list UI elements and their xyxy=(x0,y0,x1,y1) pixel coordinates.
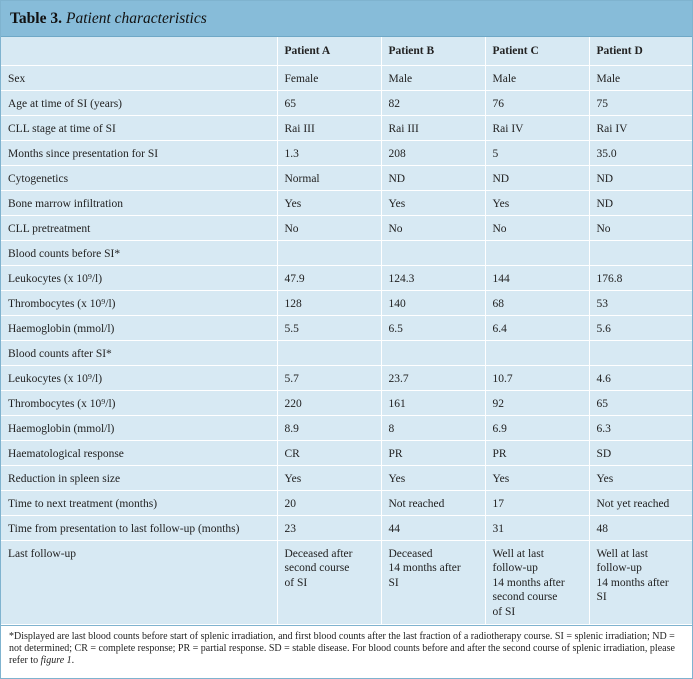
table-cell: 220 xyxy=(277,390,381,415)
table-number: Table 3. xyxy=(10,9,62,27)
table-cell: No xyxy=(381,215,485,240)
table-row xyxy=(1,315,692,340)
table-cell: 68 xyxy=(485,290,589,315)
row-label: Leukocytes (x 10⁹/l) xyxy=(1,265,277,290)
table-cell: 53 xyxy=(589,290,692,315)
table-cell: 4.6 xyxy=(589,365,692,390)
table-cell: 140 xyxy=(381,290,485,315)
table-cell: 82 xyxy=(381,90,485,115)
row-label: Reduction in spleen size xyxy=(1,465,277,490)
table-cell: 75 xyxy=(589,90,692,115)
table-cell: Well at last follow-up 14 months after SI xyxy=(589,540,692,624)
table-cell: 23.7 xyxy=(381,365,485,390)
table-cell: Yes xyxy=(381,190,485,215)
table-cell: 1.3 xyxy=(277,140,381,165)
table-cell: 5.7 xyxy=(277,365,381,390)
table-cell: No xyxy=(485,215,589,240)
table-cell: 44 xyxy=(381,515,485,540)
table-cell: ND xyxy=(589,165,692,190)
row-label: Blood counts after SI* xyxy=(1,340,277,365)
table-cell: 5.5 xyxy=(277,315,381,340)
table-cell: Female xyxy=(277,65,381,90)
table-cell: No xyxy=(589,215,692,240)
table-cell: 65 xyxy=(277,90,381,115)
table-cell: Yes xyxy=(485,190,589,215)
table-cell xyxy=(381,240,485,265)
table-section-row xyxy=(1,240,692,265)
table-row xyxy=(1,290,692,315)
column-header-patient-a: Patient A xyxy=(277,37,381,65)
table-cell: PR xyxy=(485,440,589,465)
table-cell: Deceased 14 months after SI xyxy=(381,540,485,624)
table-cell xyxy=(277,240,381,265)
table-row xyxy=(1,190,692,215)
table-cell: 6.9 xyxy=(485,415,589,440)
table-cell: CR xyxy=(277,440,381,465)
table-cell: Yes xyxy=(589,465,692,490)
table-row xyxy=(1,465,692,490)
table-cell: Deceased after second course of SI xyxy=(277,540,381,624)
table-cell: 5 xyxy=(485,140,589,165)
table-cell: Yes xyxy=(381,465,485,490)
table-cell: PR xyxy=(381,440,485,465)
table-cell: 65 xyxy=(589,390,692,415)
footnote-figure-ref: figure 1 xyxy=(40,654,72,666)
table-cell: 128 xyxy=(277,290,381,315)
table-cell: 31 xyxy=(485,515,589,540)
row-label: Last follow-up xyxy=(1,540,277,624)
table-caption: Patient characteristics xyxy=(65,9,207,27)
table-cell: No xyxy=(277,215,381,240)
patient-characteristics-table xyxy=(1,37,692,625)
table-cell: 176.8 xyxy=(589,265,692,290)
table-cell: 76 xyxy=(485,90,589,115)
table-cell: 6.5 xyxy=(381,315,485,340)
table-cell: 35.0 xyxy=(589,140,692,165)
table-cell: ND xyxy=(589,190,692,215)
table-row xyxy=(1,390,692,415)
row-label: Time to next treatment (months) xyxy=(1,490,277,515)
table-cell: Well at last follow-up 14 months after second course of SI xyxy=(485,540,589,624)
table-cell xyxy=(277,340,381,365)
table-cell: 8.9 xyxy=(277,415,381,440)
row-label: Time from presentation to last follow-up (months) xyxy=(1,515,277,540)
table-cell: Male xyxy=(485,65,589,90)
table-cell: Not reached xyxy=(381,490,485,515)
table-title xyxy=(1,1,692,37)
table-cell: 20 xyxy=(277,490,381,515)
table-row xyxy=(1,415,692,440)
table-cell: Rai III xyxy=(277,115,381,140)
header-row xyxy=(1,37,692,65)
table-cell xyxy=(485,240,589,265)
table-cell: Rai III xyxy=(381,115,485,140)
row-label: Age at time of SI (years) xyxy=(1,90,277,115)
table-cell: 92 xyxy=(485,390,589,415)
table-row xyxy=(1,365,692,390)
table-row xyxy=(1,515,692,540)
row-label: Blood counts before SI* xyxy=(1,240,277,265)
table-cell xyxy=(381,340,485,365)
row-label: Leukocytes (x 10⁹/l) xyxy=(1,365,277,390)
table-cell: 124.3 xyxy=(381,265,485,290)
table-row xyxy=(1,440,692,465)
row-label: Months since presentation for SI xyxy=(1,140,277,165)
column-header-patient-b: Patient B xyxy=(381,37,485,65)
table-cell: 161 xyxy=(381,390,485,415)
table-cell xyxy=(589,240,692,265)
table-cell: Male xyxy=(381,65,485,90)
table-cell: ND xyxy=(485,165,589,190)
row-label: Sex xyxy=(1,65,277,90)
table-cell: Yes xyxy=(277,190,381,215)
table-cell: 47.9 xyxy=(277,265,381,290)
table-cell: Rai IV xyxy=(589,115,692,140)
table-row xyxy=(1,65,692,90)
row-label: Thrombocytes (x 10⁹/l) xyxy=(1,290,277,315)
column-header-label xyxy=(1,37,277,65)
table-cell: SD xyxy=(589,440,692,465)
table-row xyxy=(1,115,692,140)
table-cell xyxy=(485,340,589,365)
row-label: CLL pretreatment xyxy=(1,215,277,240)
table-footnote xyxy=(1,625,692,667)
footnote-end: . xyxy=(71,654,75,666)
table-cell: Rai IV xyxy=(485,115,589,140)
table-cell: 8 xyxy=(381,415,485,440)
column-header-patient-c: Patient C xyxy=(485,37,589,65)
table-cell: 23 xyxy=(277,515,381,540)
table-row xyxy=(1,165,692,190)
table-row xyxy=(1,90,692,115)
table-cell: Normal xyxy=(277,165,381,190)
table-cell: 6.3 xyxy=(589,415,692,440)
table-cell: Yes xyxy=(485,465,589,490)
row-label: Haematological response xyxy=(1,440,277,465)
table-row xyxy=(1,140,692,165)
table-cell: Not yet reached xyxy=(589,490,692,515)
table-row xyxy=(1,490,692,515)
row-label: CLL stage at time of SI xyxy=(1,115,277,140)
table-cell: 5.6 xyxy=(589,315,692,340)
row-label: Bone marrow infiltration xyxy=(1,190,277,215)
table-cell: 6.4 xyxy=(485,315,589,340)
table-cell: 17 xyxy=(485,490,589,515)
table-row xyxy=(1,265,692,290)
table-cell: Male xyxy=(589,65,692,90)
table-cell: 10.7 xyxy=(485,365,589,390)
table-row xyxy=(1,540,692,624)
table-body-area xyxy=(1,37,692,625)
row-label: Thrombocytes (x 10⁹/l) xyxy=(1,390,277,415)
table-cell: 144 xyxy=(485,265,589,290)
column-header-patient-d: Patient D xyxy=(589,37,692,65)
row-label: Haemoglobin (mmol/l) xyxy=(1,315,277,340)
table-cell xyxy=(589,340,692,365)
table-row xyxy=(1,215,692,240)
table-section-row xyxy=(1,340,692,365)
table-cell: Yes xyxy=(277,465,381,490)
footnote-text: *Displayed are last blood counts before start of splenic irradiation, and first blood counts after the last fraction of a radiotherapy course. SI = splenic irradiation; ND = not determined; CR = complete response; PR = partial response. SD = stable disease. For blood counts before and after the second course of splenic irradiation, please refer to xyxy=(9,630,675,666)
table-cell: ND xyxy=(381,165,485,190)
table-rows xyxy=(1,65,692,624)
row-label: Cytogenetics xyxy=(1,165,277,190)
row-label: Haemoglobin (mmol/l) xyxy=(1,415,277,440)
table-cell: 208 xyxy=(381,140,485,165)
table-cell: 48 xyxy=(589,515,692,540)
